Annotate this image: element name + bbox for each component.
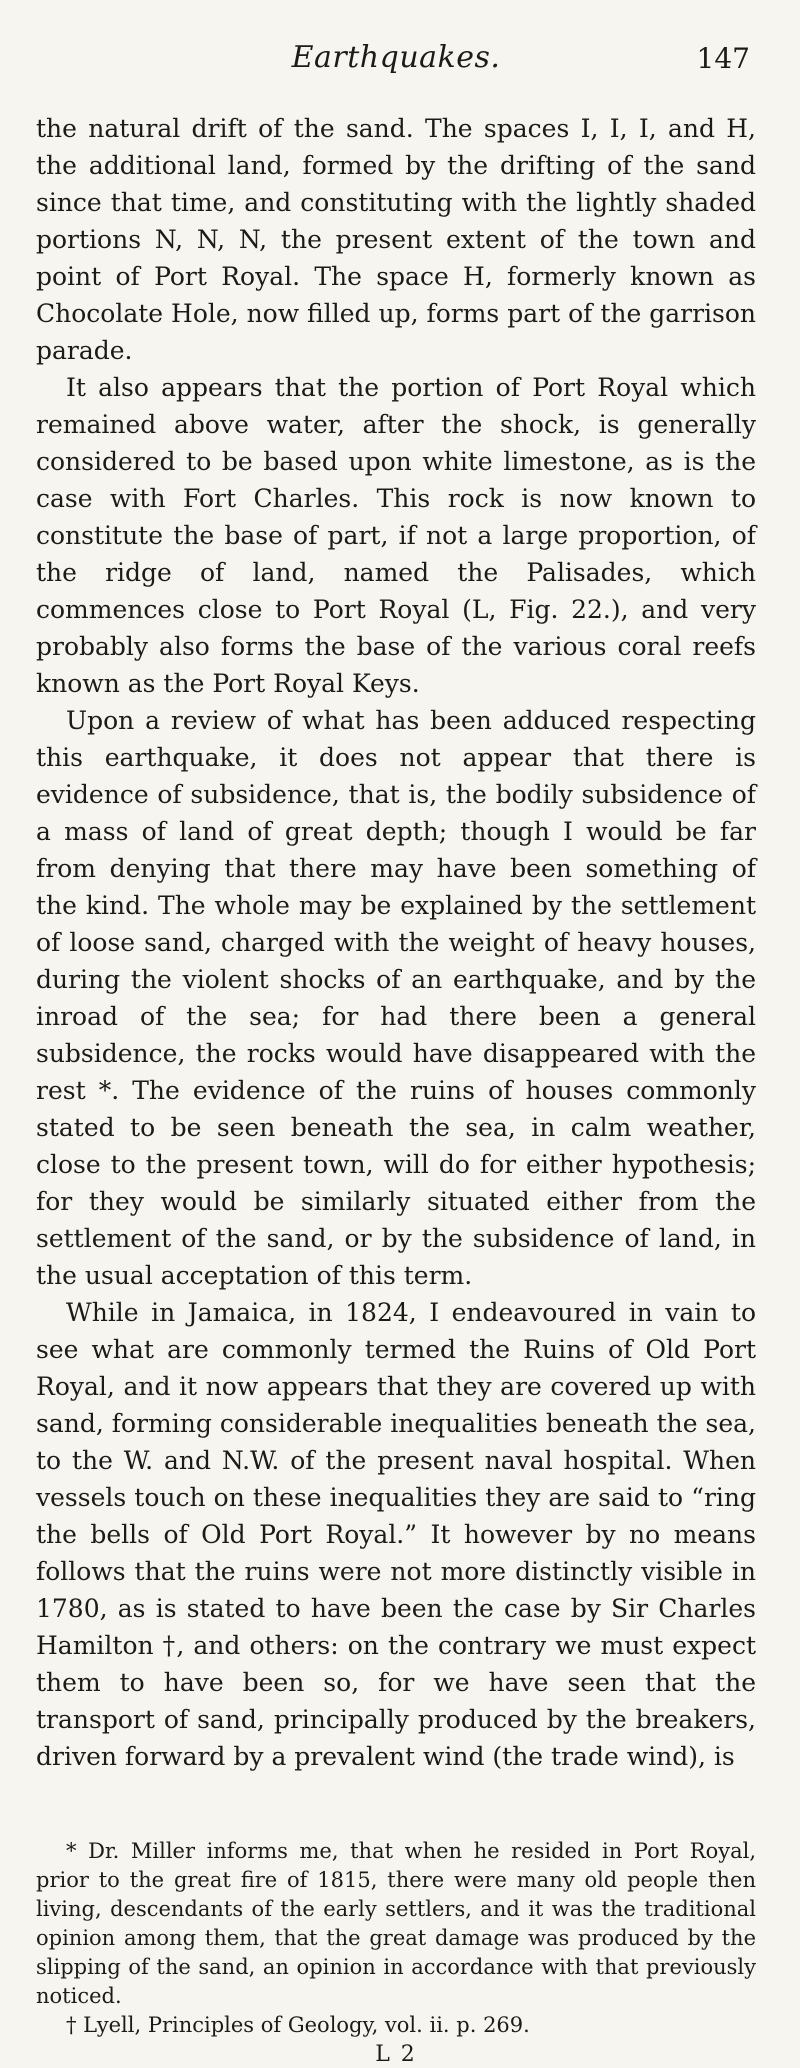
- footnote-1: * Dr. Miller informs me, that when he resided in Port Royal, prior to the great fire of 1815, there were many old people then living, descendants of the early settlers, and it was the traditional opinion among them, that the great damage was produced by the slipping of the sand, an opinion in accordance with that previously noticed.: [36, 1839, 756, 2008]
- running-head: [36, 40, 756, 84]
- page-number: 147: [696, 42, 750, 75]
- book-page: [0, 40, 800, 2067]
- footnote-2: † Lyell, Principles of Geology, vol. ii. p. 269.: [66, 2013, 530, 2037]
- paragraph-4: While in Jamaica, in 1824, I endeavoured in vain to see what are commonly termed the Ruins of Old Port Royal, and it now appears that they are covered up with sand, forming considerable inequalities beneath the sea, to the W. and N.W. of the present naval hospital. When vessels touch on these inequalities they are said to “ring the bells of Old Port Royal.” It however by no means follows that the ruins were not more distinctly visible in 1780, as is stated to have been the case by Sir Charles Hamilton †, and others: on the contrary we must expect them to have been so, for we have seen that the transport of sand, principally produced by the breakers, driven forward by a prevalent wind (the trade wind), is: [36, 1298, 756, 1771]
- paragraph-3: Upon a review of what has been adduced respecting this earthquake, it does not appear that there is evidence of subsidence, that is, the bodily subsidence of a mass of land of great depth; though I would be far from denying that there may have been something of the kind. The whole may be explained by the settlement of loose sand, charged with the weight of heavy houses, during the violent shocks of an earthquake, and by the inroad of the sea; for had there been a general subsidence, the rocks would have disappeared with the rest *. The evidence of the ruins of houses commonly stated to be seen beneath the sea, in calm weather, close to the present town, will do for either hypothesis; for they would be similarly situated either from the settlement of the sand, or by the subsidence of land, in the usual acceptation of this term.: [36, 706, 756, 1290]
- footnotes: [36, 1837, 756, 2040]
- body-text: [36, 110, 756, 1775]
- signature-mark: L 2: [375, 2042, 417, 2067]
- running-title: Earthquakes.: [291, 40, 501, 75]
- paragraph-2: It also appears that the portion of Port Royal which remained above water, after the shock, is generally considered to be based upon white limestone, as is the case with Fort Charles. This rock is now known to constitute the base of part, if not a large proportion, of the ridge of land, named the Palisades, which commences close to Port Royal (L, Fig. 22.), and very probably also forms the base of the various coral reefs known as the Port Royal Keys.: [36, 373, 756, 698]
- paragraph-1: the natural drift of the sand. The spaces I, I, I, and H, the additional land, formed by the drifting of the sand since that time, and constituting with the lightly shaded portions N, N, N, the present extent of the town and point of Port Royal. The space H, formerly known as Chocolate Hole, now filled up, forms part of the garrison parade.: [36, 114, 756, 365]
